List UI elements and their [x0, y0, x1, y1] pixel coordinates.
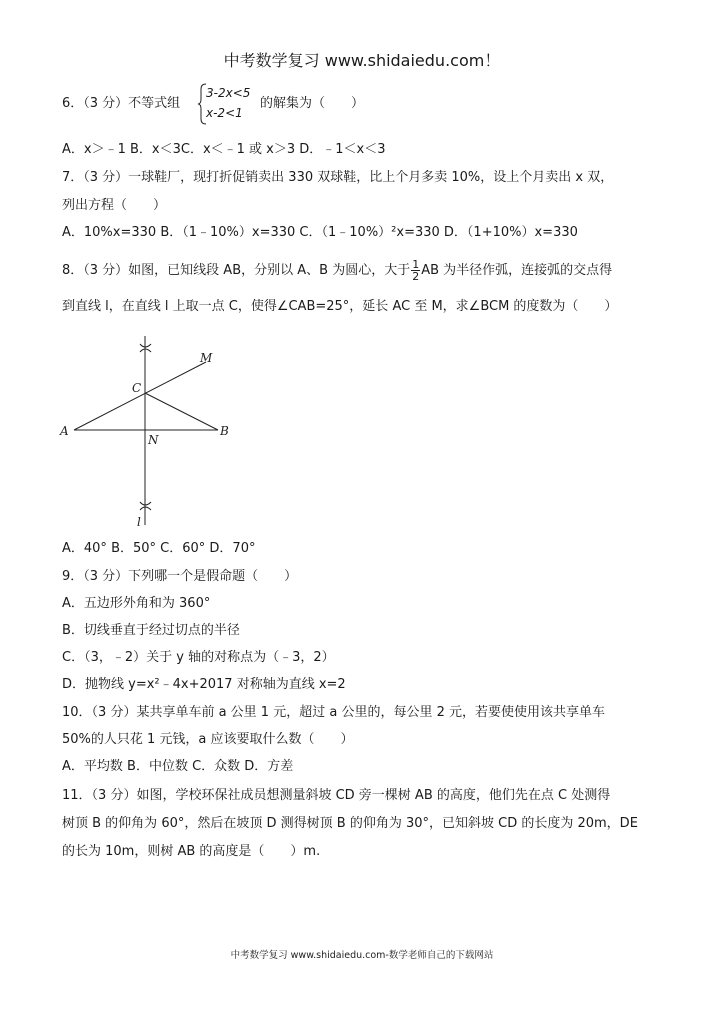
segment-CB	[145, 393, 218, 430]
q10-options: A．平均数 B．中位数 C．众数 D．方差	[62, 759, 294, 774]
q8-geometry-figure	[56, 330, 256, 530]
q8-line-2: 到直线 l，在直线 l 上取一点 C，使得∠CAB=25°，延长 AC 至 M，求∠BCM 的度数为（ ）	[62, 299, 618, 314]
q9-option-c: C．（3，﹣2）关于 y 轴的对称点为（﹣3，2）	[62, 650, 335, 665]
q7-line-2: 列出方程（ ）	[62, 198, 167, 213]
q9-option-a: A．五边形外角和为 360°	[62, 596, 211, 611]
q10-line-2: 50%的人只花 1 元钱，a 应该要取什么数（ ）	[62, 732, 354, 747]
label-M: M	[200, 351, 213, 365]
q6-inequality-1: 3-2x<5	[206, 86, 251, 100]
q11-line-2: 树顶 B 的仰角为 60°，然后在坡顶 D 测得树顶 B 的仰角为 30°，已知斜坡 CD 的长度为 20m，DE	[62, 816, 638, 831]
q6-suffix: 的解集为（ ）	[260, 96, 365, 111]
q6-stem	[62, 95, 180, 113]
q8-options: A．40° B．50° C．60° D．70°	[62, 541, 256, 556]
q10-line-1: 10．（3 分）某共享单车前 a 公里 1 元，超过 a 公里的，每公里 2 元，若要使使用该共享单车	[62, 705, 605, 720]
q8-line-1-b: AB 为半径作弧，连接弧的交点得	[421, 263, 613, 278]
q11-line-3: 的长为 10m，则树 AB 的高度是（ ）m.	[62, 844, 321, 859]
label-C: C	[132, 381, 142, 395]
q6-options: A．x＞﹣1 B．x＜3C．x＜﹣1 或 x＞3 D．﹣1＜x＜3	[62, 142, 386, 157]
label-N: N	[148, 433, 159, 447]
ray-AM	[74, 362, 206, 430]
label-B: B	[220, 424, 229, 438]
q6-inequality-system	[198, 83, 258, 125]
label-A: A	[60, 424, 69, 438]
page-header: 中考数学复习 www.shidaiedu.com！	[223, 51, 501, 70]
q9-stem: 9．（3 分）下列哪一个是假命题（ ）	[62, 569, 298, 584]
q11-line-1: 11．（3 分）如图，学校环保社成员想测量斜坡 CD 旁一棵树 AB 的高度，他们先在点 C 处测得	[62, 788, 611, 803]
page-footer: 中考数学复习 www.shidaiedu.com-数学老师自己的下载网站	[230, 950, 494, 961]
q8-line-1	[62, 259, 612, 282]
q9-option-b: B．切线垂直于经过切点的半径	[62, 623, 240, 638]
q8-line-1-a: 8．（3 分）如图，已知线段 AB，分别以 A、B 为圆心，大于	[62, 263, 411, 278]
label-l: l	[137, 515, 141, 529]
q7-line-1: 7．（3 分）一球鞋厂，现打折促销卖出 330 双球鞋，比上个月多卖 10%，设上个月卖出 x 双，	[62, 170, 614, 185]
half-fraction	[411, 259, 420, 282]
q7-options: A．10%x=330 B．（1﹣10%）x=330 C．（1﹣10%）²x=330 D．（1+10%）x=330	[62, 225, 578, 240]
fraction-numerator: 1	[412, 258, 420, 271]
q9-option-d: D．抛物线 y=x²﹣4x+2017 对称轴为直线 x=2	[62, 677, 346, 692]
q6-prefix: 6．（3 分）不等式组	[62, 96, 181, 111]
fraction-denominator: 2	[412, 270, 420, 283]
q6-inequality-2: x-2<1	[206, 106, 243, 120]
